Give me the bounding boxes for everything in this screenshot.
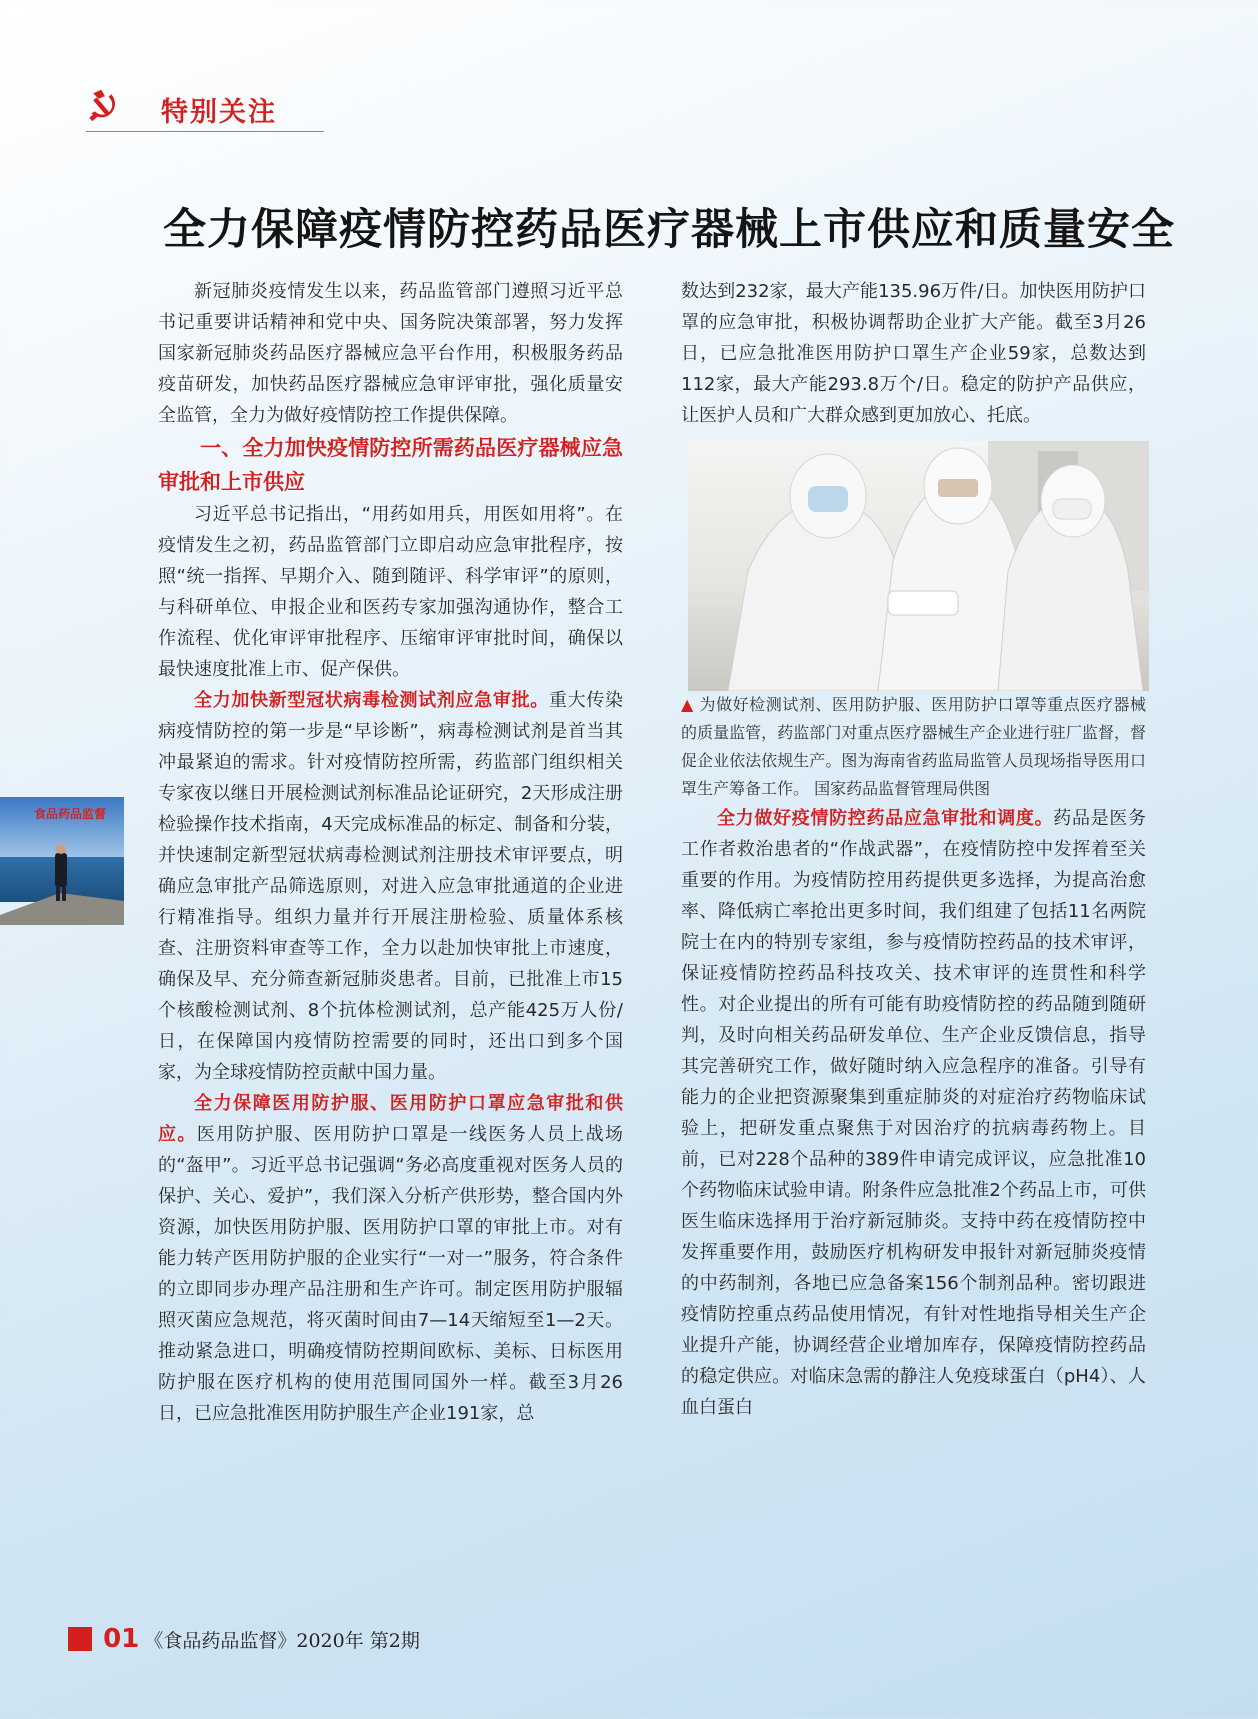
paragraph-4 — [681, 803, 1146, 1423]
page-number: 01 — [103, 1624, 140, 1654]
section-heading: 一、全力加快疫情防控所需药品医疗器械应急审批和上市供应 — [158, 436, 623, 494]
paragraph-2-lead: 全力加快新型冠状病毒检测试剂应急审批。 — [194, 690, 549, 711]
article-photo — [688, 441, 1149, 691]
paragraph-3-lead: 全力保障医用防护服、医用防护口罩应急审批和供应。 — [158, 1093, 623, 1145]
publication-info: 《食品药品监督》2020年 第2期 — [144, 1630, 420, 1652]
footer-square-icon — [68, 1627, 92, 1651]
photo-caption-text: 为做好检测试剂、医用防护服、医用防护口罩等重点医疗器械的质量监管，药监部门对重点医疗器械生产企业进行驻厂监督，督促企业依法依规生产。图为海南省药监局监管人员现场指导医用口罩生产筹备工作。 国家药品监督管理局供图 — [681, 695, 1146, 798]
footer — [68, 1624, 420, 1654]
article-title: 全力保障疫情防控药品医疗器械上市供应和质量安全 — [163, 205, 1175, 255]
paragraph-4-lead: 全力做好疫情防控药品应急审批和调度。 — [717, 808, 1054, 829]
paragraph-3-body: 医用防护服、医用防护口罩是一线医务人员上战场的“盔甲”。习近平总书记强调“务必高度重视对医务人员的保护、关心、爱护”，我们深入分析产供形势，整合国内外资源，加快医用防护服、医用防护口罩的审批上市。对有能力转产医用防护服的企业实行“一对一”服务，符合条件的立即同步办理产品注册和生产许可。制定医用防护服辐照灭菌应急规范，将灭菌时间由7—14天缩短至1—2天。推动紧急进口，明确疫情防控期间欧标、美标、日标医用防护服在医疗机构的使用范围同国外一样。截至3月26日，已应急批准医用防护服生产企业191家，总 — [158, 1124, 624, 1424]
paragraph-1: 习近平总书记指出，“用药如用兵，用医如用将”。在疫情发生之初，药品监管部门立即启动应急审批程序，按照“统一指挥、早期介入、随到随评、科学审评”的原则，与科研单位、申报企业和医药专家加强沟通协作，整合工作流程、优化审评审批程序、压缩审评审批时间，确保以最快速度批准上市、促产保供。 — [158, 504, 623, 680]
paragraph-4-body: 药品是医务工作者救治患者的“作战武器”，在疫情防控中发挥着至关重要的作用。为疫情防控用药提供更多选择，为提高治愈率、降低病亡率抢出更多时间，我们组建了包括11名两院院士在内的特别专家组，参与疫情防控药品的技术审评，保证疫情防控药品科技攻关、技术审评的连贯性和科学性。对企业提出的所有可能有助疫情防控的药品随到随研判，及时向相关药品研发单位、生产企业反馈信息，指导其完善研究工作，做好随时纳入应急程序的准备。引导有能力的企业把资源聚集到重症肺炎的对症治疗药物临床试验上，把研发重点聚焦于对因治疗的抗病毒药物上。目前，已对228个品种的389件申请完成评议，应急批准10个药物临床试验申请。附条件应急批准2个药品上市，可供医生临床选择用于治疗新冠肺炎。支持中药在疫情防控中发挥重要作用，鼓励医疗机构研发申报针对新冠肺炎疫情的中药制剂，各地已应急备案156个制剂品种。密切跟进疫情防控重点药品使用情况，有针对性地指导相关生产企业提升产能，协调经营企业增加库存，保障疫情防控药品的稳定供应。对临床急需的静注人免疫球蛋白（pH4）、人血白蛋白 — [681, 808, 1147, 1418]
section-title: 特别关注 — [161, 97, 277, 128]
paragraph-2-body: 重大传染病疫情防控的第一步是“早诊断”，病毒检测试剂是首当其冲最紧迫的需求。针对疫情防控所需，药监部门组织相关专家夜以继日开展检测试剂标准品论证研究，2天形成注册检验操作技术指南，4天完成标准品的标定、制备和分装，并快速制定新型冠状病毒检测试剂注册技术审评要点，明确应急审批产品筛选原则，对进入应急审批通道的企业进行精准指导。组织力量并行开展注册检验、质量体系核查、注册资料审查等工作，全力以赴加快审批上市速度，确保及早、充分筛查新冠肺炎患者。目前，已批准上市15个核酸检测试剂、8个抗体检测试剂，总产能425万人份/日，在保障国内疫情防控需要的同时，还出口到多个国家，为全球疫情防控贡献中国力量。 — [158, 690, 623, 1083]
left-column — [158, 276, 623, 1429]
paragraph-3 — [158, 1088, 623, 1429]
photo-caption — [681, 691, 1146, 803]
caption-triangle-icon: ▲ — [681, 695, 700, 714]
party-emblem-icon — [86, 88, 122, 124]
lab-workers-photo — [688, 441, 1149, 691]
side-photo-label: 食品药品监督 — [34, 807, 107, 821]
intro-paragraph: 新冠肺炎疫情发生以来，药品监管部门遵照习近平总书记重要讲话精神和党中央、国务院决策部署，努力发挥国家新冠肺炎药品医疗器械应急平台作用，积极服务药品疫苗研发，加快药品医疗器械应急审评审批，强化质量安全监管，全力为做好疫情防控工作提供保障。 — [158, 281, 623, 426]
paragraph-3-continued: 数达到232家，最大产能135.96万件/日。加快医用防护口罩的应急审批，积极协调帮助企业扩大产能。截至3月26日，已应急批准医用防护口罩生产企业59家，总数达到112家，最大产能293.8万个/日。稳定的防护产品供应，让医护人员和广大群众感到更加放心、托底。 — [681, 281, 1146, 426]
side-photo — [0, 797, 124, 925]
right-column — [681, 276, 1146, 1423]
section-header — [86, 86, 324, 132]
paragraph-2 — [158, 685, 623, 1088]
